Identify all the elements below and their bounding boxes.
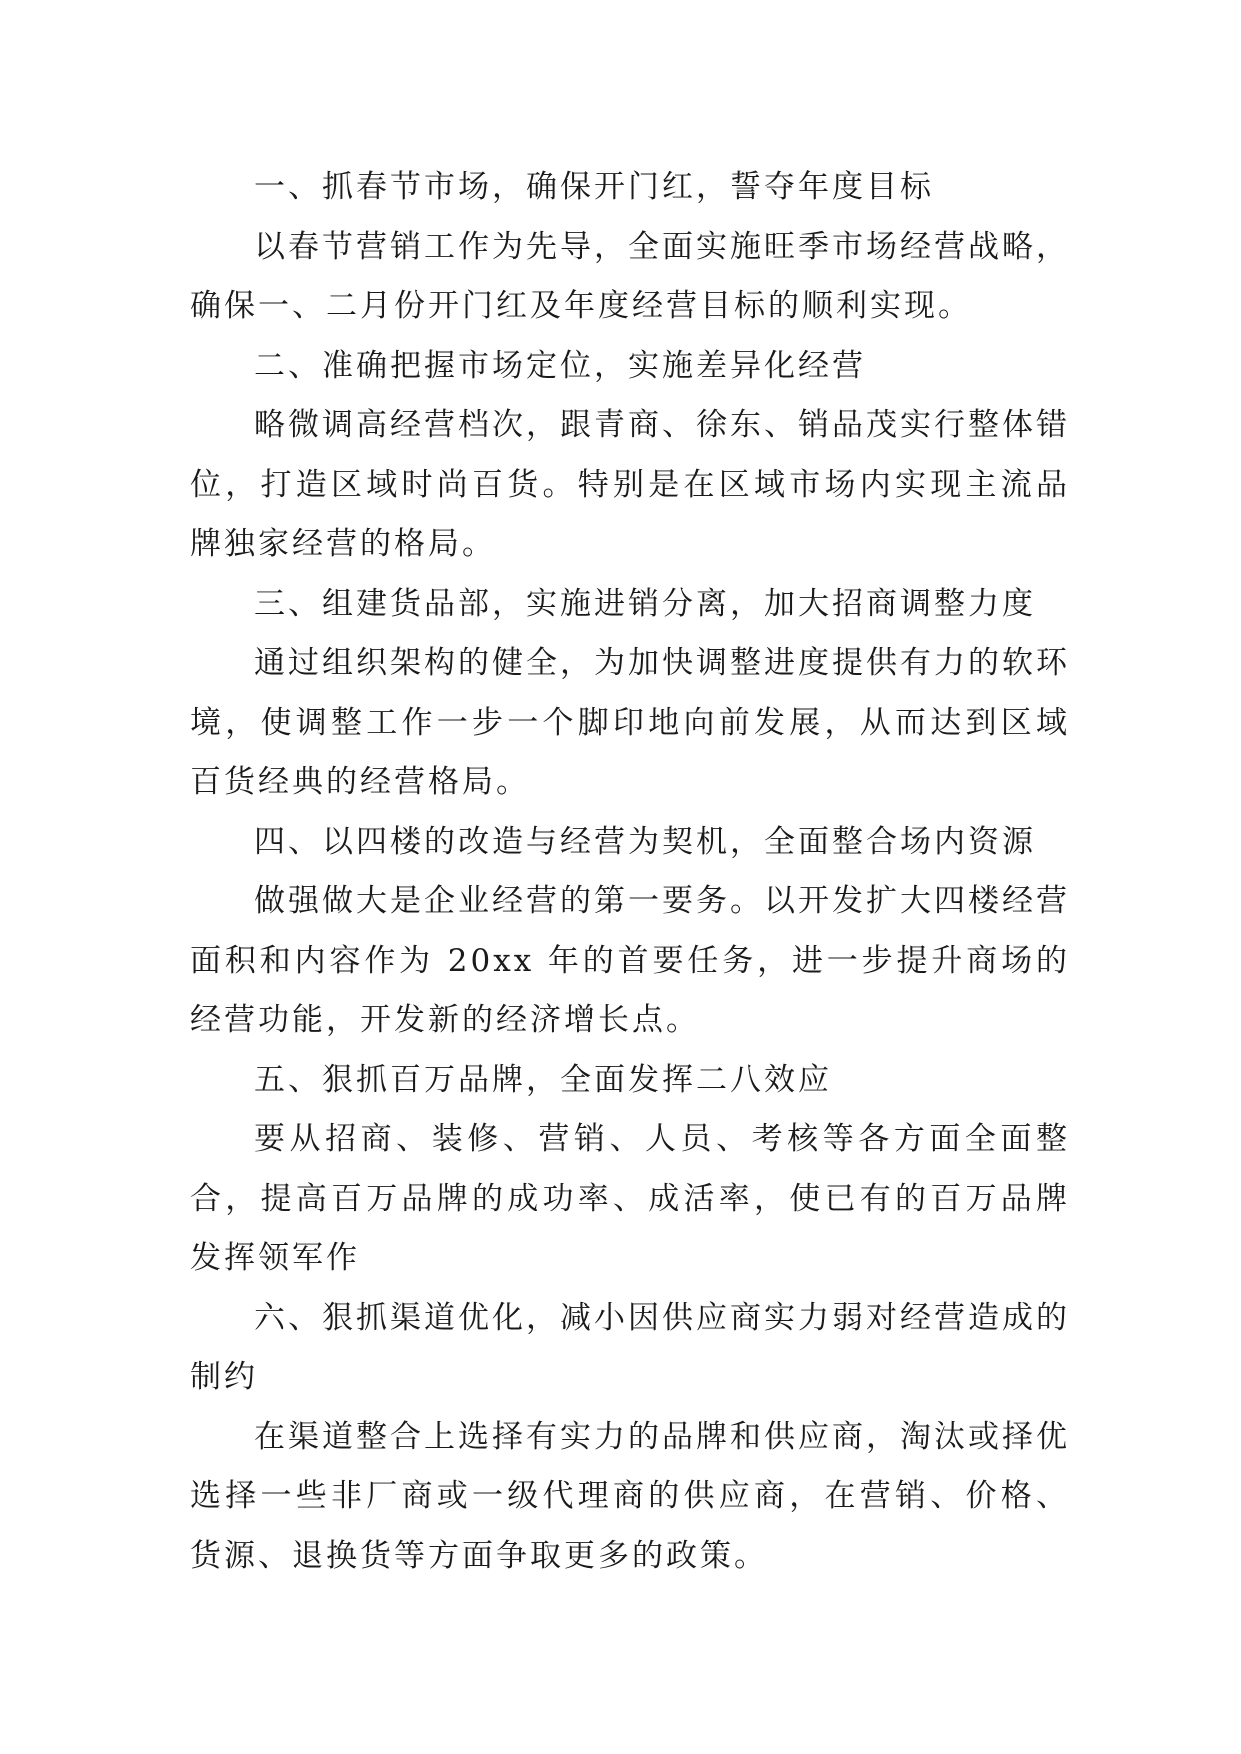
section-heading-1: 一、抓春节市场，确保开门红，誓夺年度目标 <box>254 169 934 205</box>
section-heading-5: 五、狠抓百万品牌，全面发挥二八效应 <box>254 1061 832 1098</box>
paragraph-2: 略微调高经营档次，跟青商、徐东、销品茂实行整体错位，打造区域时尚百货。特别是在区域市场内实现主流品牌独家经营的格局。 <box>190 407 1070 562</box>
paragraph-4: 做强做大是企业经营的第一要务。以开发扩大四楼经营面积和内容作为 20xx 年的首要任务，进一步提升商场的经营功能，开发新的经济增长点。 <box>190 883 1070 1038</box>
paragraph-1: 以春节营销工作为先导，全面实施旺季市场经营战略，确保一、二月份开门红及年度经营目标的顺利实现。 <box>190 228 1070 324</box>
document-body <box>190 158 1070 1586</box>
section-heading-4: 四、以四楼的改造与经营为契机，全面整合场内资源 <box>254 823 1036 860</box>
paragraph-6: 在渠道整合上选择有实力的品牌和供应商，淘汰或择优选择一些非厂商或一级代理商的供应商，在营销、价格、货源、退换货等方面争取更多的政策。 <box>190 1418 1070 1574</box>
section-heading-2: 二、准确把握市场定位，实施差异化经营 <box>254 347 866 384</box>
section-heading-3: 三、组建货品部，实施进销分离，加大招商调整力度 <box>254 585 1036 622</box>
paragraph-5: 要从招商、装修、营销、人员、考核等各方面全面整合，提高百万品牌的成功率、成活率，使已有的百万品牌发挥领军作 <box>190 1121 1070 1276</box>
section-heading-6: 六、狠抓渠道优化，减小因供应商实力弱对经营造成的制约 <box>190 1299 1070 1395</box>
paragraph-3: 通过组织架构的健全，为加快调整进度提供有力的软环境，使调整工作一步一个脚印地向前发展，从而达到区域百货经典的经营格局。 <box>190 645 1070 800</box>
